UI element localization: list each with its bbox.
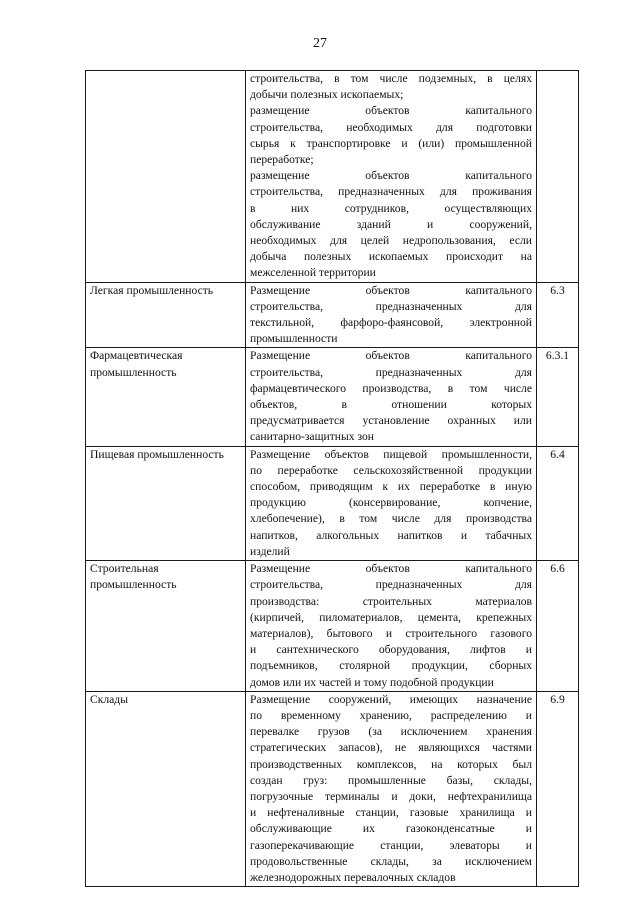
description-line: строительства, предназначенных для <box>250 299 532 313</box>
description-line: предусматривается установление охранных или <box>250 414 532 428</box>
description-line: обслуживание зданий и сооружений, <box>250 217 532 231</box>
land-use-description-cell <box>246 71 537 283</box>
description-line: и нефтеналивные станции, газовые хранилища и <box>250 806 532 820</box>
land-use-code-cell <box>537 71 579 283</box>
land-use-description-cell <box>246 561 537 692</box>
description-line: строительства, предназначенных для <box>250 365 532 379</box>
description-line: продукцию (консервирование, копчение, <box>250 496 532 510</box>
description-line: промышленности <box>250 332 338 346</box>
description-line: размещение объектов капитального <box>250 104 532 118</box>
description-line: строительства, предназначенных для <box>250 578 532 592</box>
description-line: строительства, предназначенных для проживания <box>250 185 532 199</box>
description-line: фармацевтического производства, в том числе <box>250 381 532 395</box>
land-use-name-cell: Фармацевтическая промышленность <box>86 348 246 446</box>
land-use-code-cell: 6.9 <box>537 691 579 886</box>
land-use-description-cell <box>246 691 537 886</box>
land-use-code-cell: 6.6 <box>537 561 579 692</box>
land-use-code-cell: 6.3.1 <box>537 348 579 446</box>
description-line: напитков, алкогольных напитков и табачных <box>250 528 532 542</box>
description-line: хлебопечение), в том числе для производства <box>250 512 532 526</box>
table-row <box>86 282 579 348</box>
description-line: стратегических запасов), не являющихся частями <box>250 741 532 755</box>
description-line: материалов), бытового и строительного газового <box>250 626 532 640</box>
land-use-name-cell: Пищевая промышленность <box>86 446 246 560</box>
description-line: переработке; <box>250 153 314 167</box>
description-line: необходимых для целей недропользования, если <box>250 234 532 248</box>
description-line: строительства, в том числе подземных, в целях <box>250 72 532 85</box>
description-line: сырья к транспортировке и (или) промышленной <box>250 136 532 150</box>
table-row <box>86 348 579 446</box>
description-line: добыча полезных ископаемых происходит на <box>250 250 532 264</box>
description-line: размещение объектов капитального <box>250 169 532 183</box>
land-use-table <box>85 70 579 887</box>
description-line: (кирпичей, пиломатериалов, цемента, крепежных <box>250 610 532 624</box>
description-line: изделий <box>250 544 290 558</box>
land-use-name-cell <box>86 71 246 283</box>
page-number: 27 <box>313 36 327 51</box>
table-row <box>86 691 579 886</box>
land-use-name-cell: Строительная промышленность <box>86 561 246 692</box>
land-use-name-cell: Склады <box>86 691 246 886</box>
land-use-description-cell <box>246 348 537 446</box>
land-use-description-cell <box>246 282 537 348</box>
description-line: Размещение сооружений, имеющих назначение <box>250 692 532 706</box>
description-line: и сантехнического оборудования, лифтов и <box>250 643 532 657</box>
description-line: санитарно-защитных зон <box>250 430 374 444</box>
description-line: текстильной, фарфоро-фаянсовой, электронной <box>250 316 532 330</box>
description-line: железнодорожных перевалочных складов <box>250 870 456 884</box>
description-line: создан груз: промышленные базы, склады, <box>250 773 532 787</box>
description-line: в них сотрудников, осуществляющих <box>250 201 532 215</box>
description-line: производства: строительных материалов <box>250 594 532 608</box>
description-line: погрузочные терминалы и доки, нефтехранилища <box>250 789 532 803</box>
description-line: Размещение объектов капитального <box>250 562 532 576</box>
land-use-code-cell: 6.4 <box>537 446 579 560</box>
description-line: добычи полезных ископаемых; <box>250 88 404 102</box>
land-use-description-cell <box>246 446 537 560</box>
description-line: подъемников, столярной продукции, сборных <box>250 659 532 673</box>
description-line: объектов, в отношении которых <box>250 398 532 412</box>
description-line: домов или их частей и тому подобной продукции <box>250 675 494 689</box>
table-row <box>86 561 579 692</box>
description-line: способом, приводящим к их переработке в иную <box>250 480 532 494</box>
description-line: строительства, необходимых для подготовки <box>250 120 532 134</box>
table-body <box>86 71 579 887</box>
description-line: по временному хранению, распределению и <box>250 708 532 722</box>
table-row <box>86 446 579 560</box>
description-line: Размещение объектов капитального <box>250 349 532 363</box>
land-use-code-cell: 6.3 <box>537 282 579 348</box>
description-line: Размещение объектов капитального <box>250 283 532 297</box>
description-line: обслуживающие их газоконденсатные и <box>250 822 532 836</box>
description-line: межселенной территории <box>250 266 376 280</box>
description-line: Размещение объектов пищевой промышленности, <box>250 447 532 461</box>
description-line: продовольственные склады, за исключением <box>250 854 532 868</box>
table-row <box>86 71 579 283</box>
land-use-name-cell: Легкая промышленность <box>86 282 246 348</box>
description-line: перевалке грузов (за исключением хранения <box>250 725 532 739</box>
description-line: производственных комплексов, на которых был <box>250 757 532 771</box>
description-line: по переработке сельскохозяйственной продукции <box>250 463 532 477</box>
description-line: газоперекачивающие станции, элеваторы и <box>250 838 532 852</box>
